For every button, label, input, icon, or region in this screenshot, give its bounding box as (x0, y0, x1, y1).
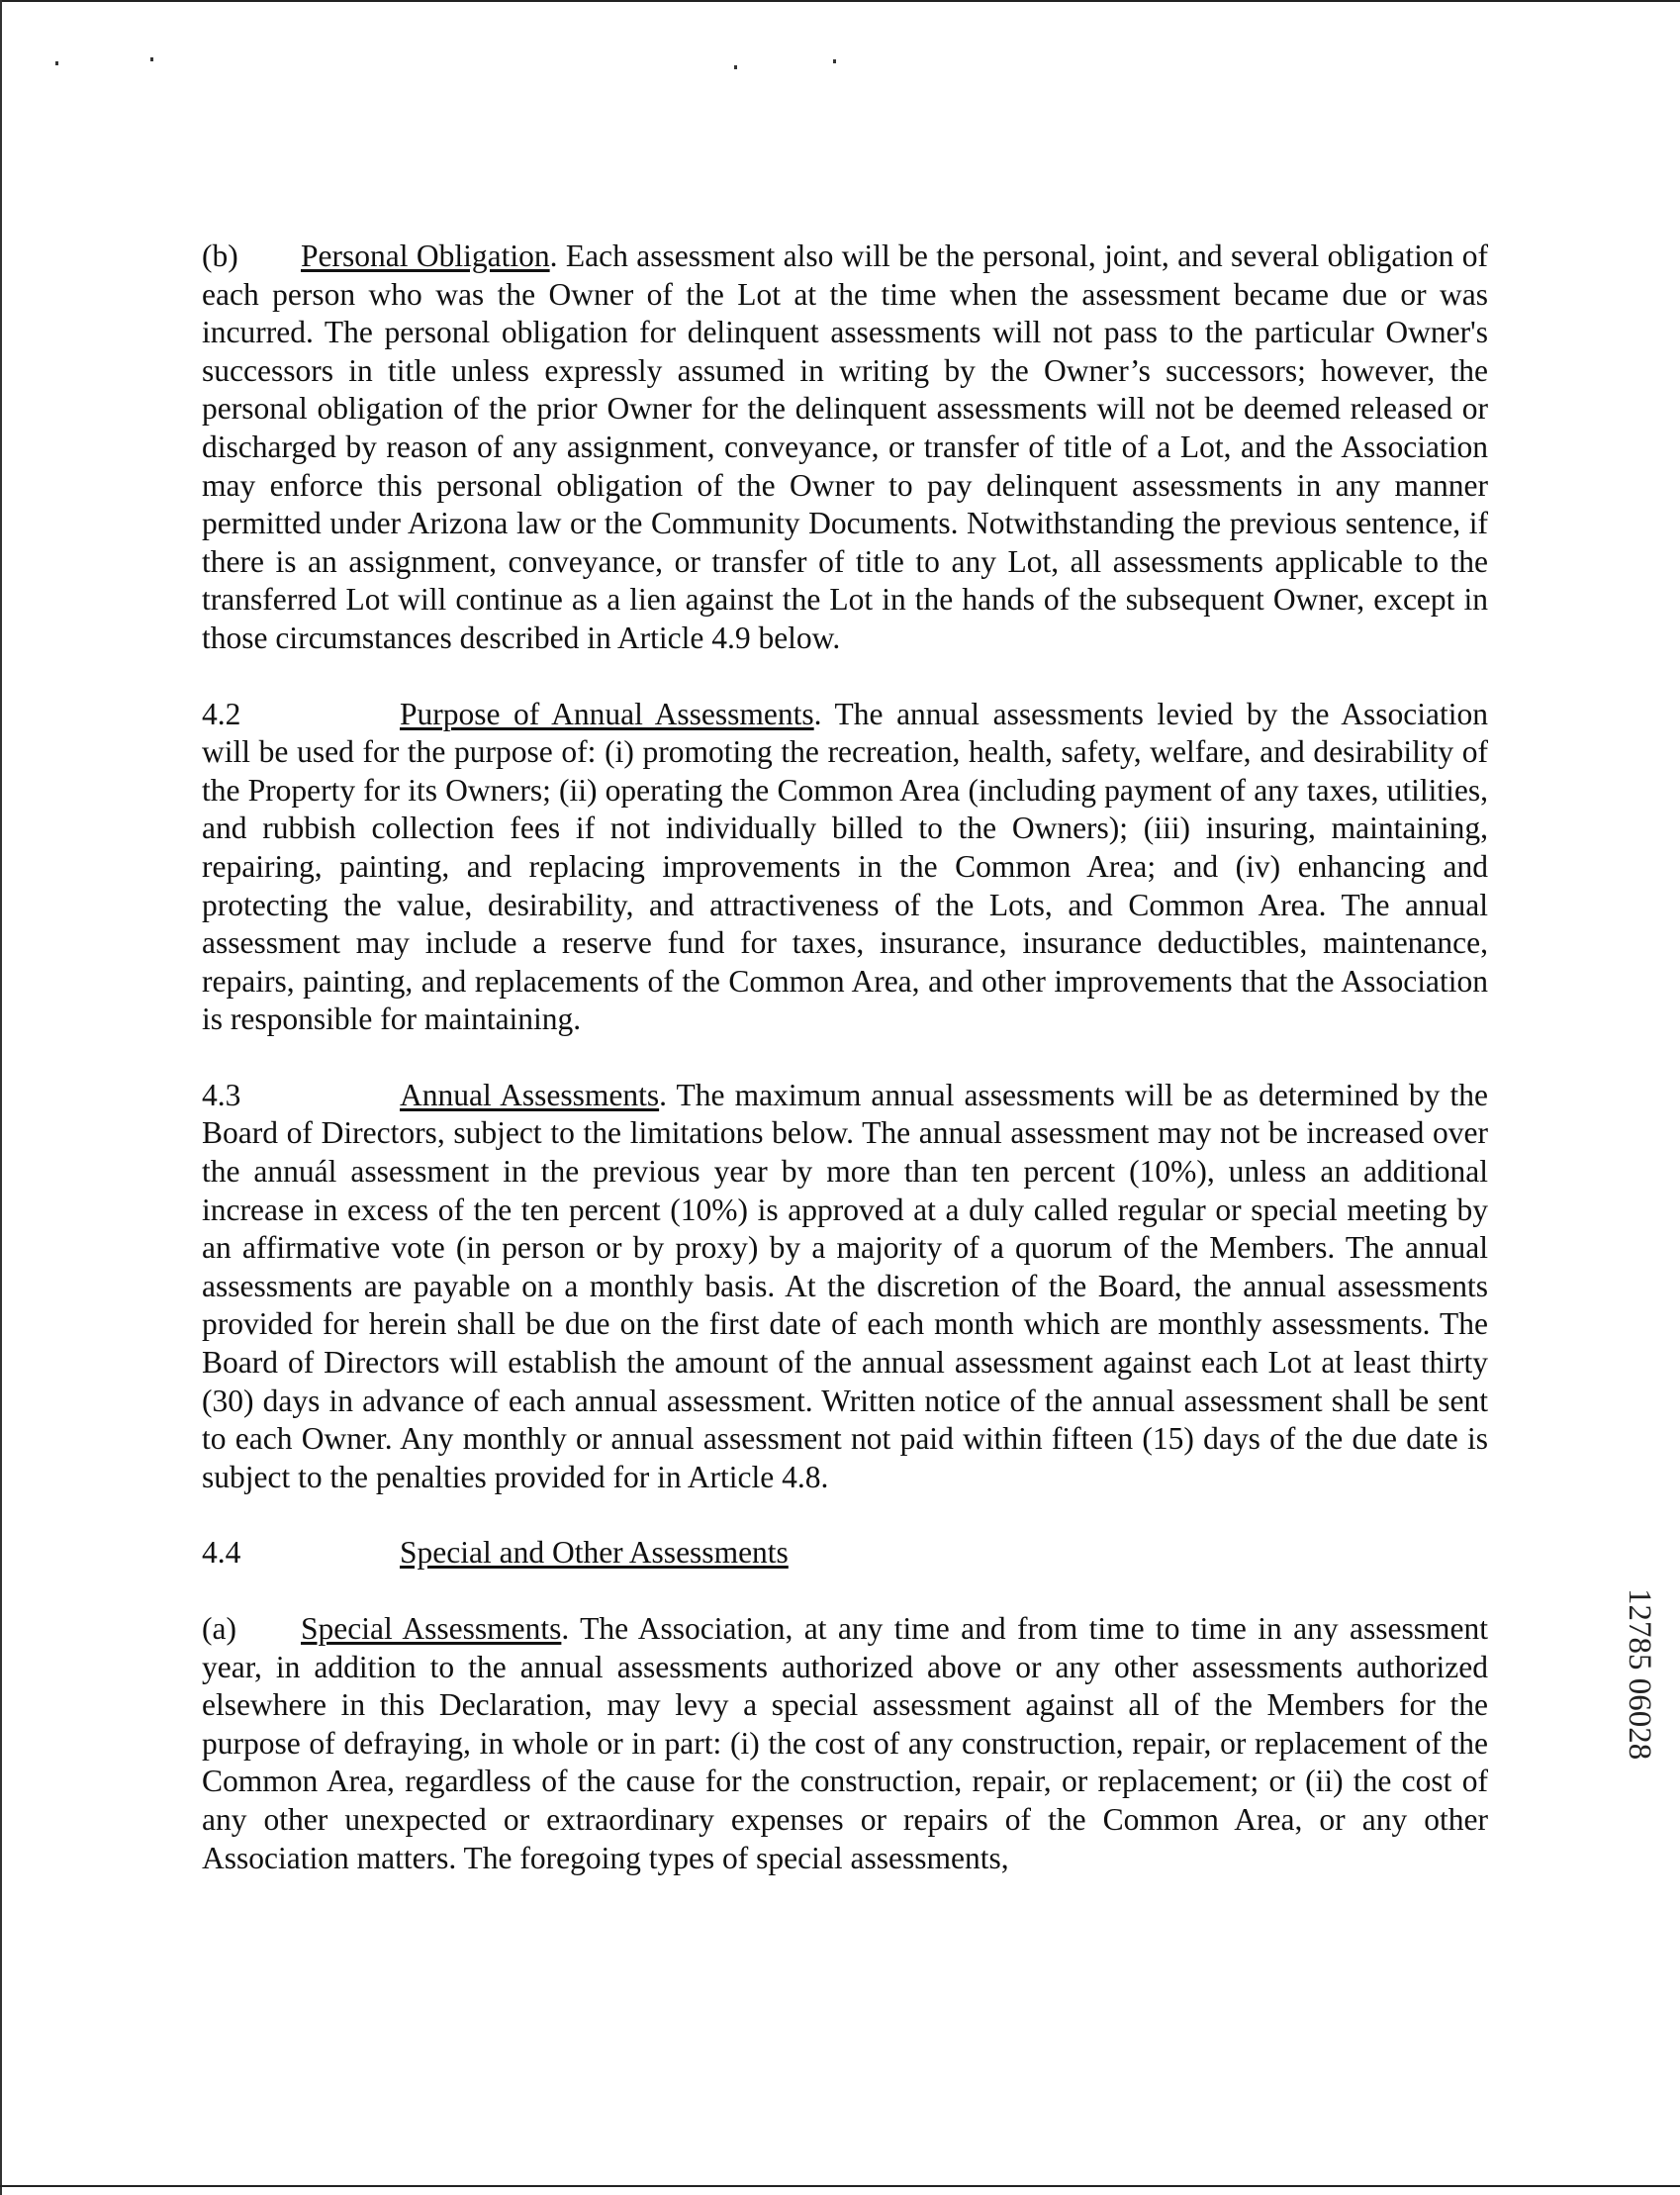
paragraph-text: . Each assessment also will be the personal, joint, and several obligation of each person who was the Owner of the Lot at the time when the assessment became due or was incurred. The personal obligation for delinquent assessments will not pass to the particular Owner's successors in title unless expressly assumed in writing by the Owner’s successors; however, the personal obligation of the prior Owner for the delinquent assessments will not be deemed released or discharged by reason of any assignment, conveyance, or transfer of title of a Lot, and the Association may enforce this personal obligation of the Owner to pay delinquent assessments in any manner permitted under Arizona law or the Community Documents. Notwithstanding the previous sentence, if there is an assignment, conveyance, or transfer of title to any Lot, all assessments applicable to the transferred Lot will continue as a lien against the Lot in the hands of the subsequent Owner, except in those circumstances described in Article 4.9 below. (202, 239, 1489, 655)
paragraph-heading: Special Assessments (301, 1611, 562, 1646)
section-heading: Purpose of Annual Assessments (400, 696, 814, 731)
paragraph-label: (a) (202, 1611, 236, 1646)
scan-speck (833, 59, 836, 63)
section-text: . The maximum annual assessments will be as determined by the Board of Directors, subject to the limitations below. The annual assessment may not be increased over the annuál assessment in the previous year by more than ten percent (10%), unless an additional increase in excess of the ten percent (10%) is approved at a duly called regular or special meeting by an affirmative vote (in person or by proxy) by a majority of a quorum of the Members. The annual assessments are payable on a monthly basis. At the discretion of the Board, the annual assessments provided for herein shall be due on the first date of each month which are monthly assessments. The Board of Directors will establish the amount of the annual assessment against each Lot at least thirty (30) days in advance of each annual assessment. Written notice of the annual assessment shall be sent to each Owner. Any monthly or annual assessment not paid within fifteen (15) days of the due date is subject to the penalties provided for in Article 4.8. (202, 1077, 1488, 1494)
scan-speck (734, 65, 737, 69)
scan-speck (150, 57, 153, 61)
section-number: 4.2 (202, 696, 241, 731)
paragraph-text: . The Association, at any time and from time to time in any assessment year, in addition to the annual assessments authorized above or any other assessments authorized elsewhere in this Declaration, may levy a special assessment against all of the Members for the purpose of defraying, in whole or in part: (i) the cost of any construction, repair, or replacement of the Common Area, regardless of the cause for the construction, repair, or replacement; or (ii) the cost of any other unexpected or extraordinary expenses or repairs of the Common Area, or any other Association matters. The foregoing types of special assessments, (202, 1611, 1488, 1875)
section-4-3 (202, 1077, 1488, 1497)
paragraph-label: (b) (202, 239, 238, 273)
section-4-2 (202, 696, 1488, 1039)
page-border-top (0, 0, 1680, 2)
scan-speck (55, 61, 58, 65)
section-number: 4.4 (202, 1535, 241, 1571)
section-number: 4.3 (202, 1077, 241, 1112)
paragraph-heading: Personal Obligation (301, 239, 550, 273)
section-text: . The annual assessments levied by the Association will be used for the purpose of: (i) promoting the recreation, health, safety, welfare, and desirability of the Property for its Owners; (ii) operating the Common Area (including payment of any taxes, utilities, and rubbish collection fees if not individually billed to the Owners); (iii) insuring, maintaining, repairing, painting, and replacing improvements in the Common Area; and (iv) enhancing and protecting the value, desirability, and attractiveness of the Lots, and Common Area. The annual assessment may include a reserve fund for taxes, insurance, insurance deductibles, maintenance, repairs, painting, and replacements of the Common Area, and other improvements that the Association is responsible for maintaining. (202, 696, 1488, 1037)
paragraph-personal-obligation (202, 238, 1488, 658)
section-4-4 (202, 1534, 1488, 1573)
section-heading: Annual Assessments (400, 1077, 660, 1112)
page-border-bottom (0, 2185, 1680, 2187)
document-body (202, 238, 1488, 1877)
section-heading: Special and Other Assessments (400, 1535, 789, 1571)
page-border-left (0, 0, 2, 2195)
paragraph-special-assessments (202, 1610, 1488, 1877)
recording-number: 12785 06028 (1622, 1588, 1657, 1761)
